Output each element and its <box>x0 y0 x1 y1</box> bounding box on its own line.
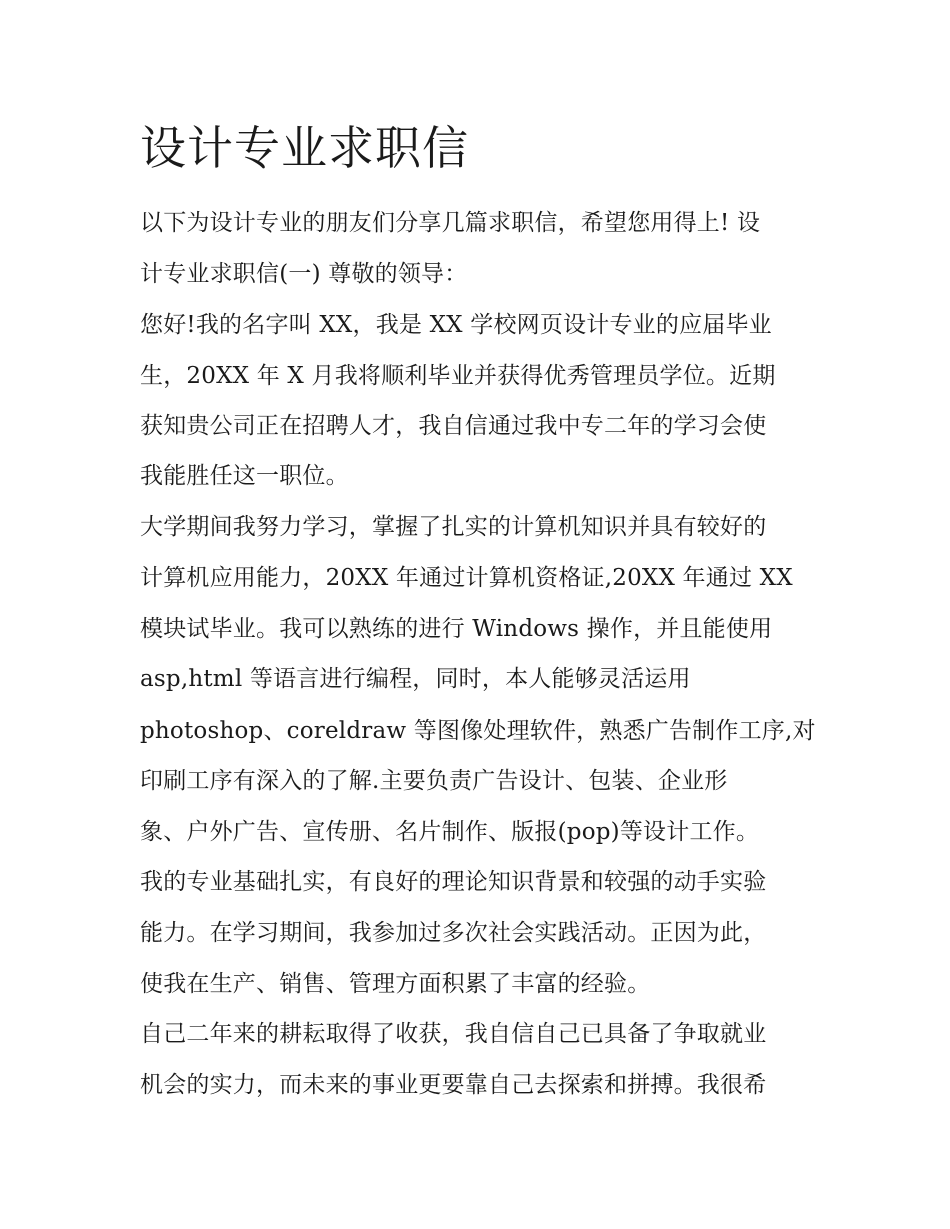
text-line: 象、户外广告、宣传册、名片制作、版报(pop)等设计工作。 <box>140 819 760 845</box>
text-line: 使我在生产、销售、管理方面积累了丰富的经验。 <box>140 971 651 997</box>
text-line: 我的专业基础扎实，有良好的理论知识背景和较强的动手实验 <box>140 869 767 895</box>
text-line: 以下为设计专业的朋友们分享几篇求职信，希望您用得上! 设 <box>140 210 761 236</box>
text-line: 能力。在学习期间，我参加过多次社会实践活动。正因为此， <box>140 920 767 946</box>
text-line: asp,html 等语言进行编程，同时，本人能够灵活运用 <box>140 666 691 692</box>
text-line: 生，20XX 年 X 月我将顺利毕业并获得优秀管理员学位。近期 <box>140 363 776 389</box>
text-line: 我能胜任这一职位。 <box>140 463 349 489</box>
text-line: 您好!我的名字叫 XX，我是 XX 学校网页设计专业的应届毕业 <box>140 312 772 338</box>
text-line: 计算机应用能力，20XX 年通过计算机资格证,20XX 年通过 XX <box>140 565 793 591</box>
text-line: 获知贵公司正在招聘人才，我自信通过我中专二年的学习会使 <box>140 413 767 439</box>
text-line: 计专业求职信(一) 尊敬的领导： <box>140 261 468 287</box>
text-line: 印刷工序有深入的了解.主要负责广告设计、包装、企业形 <box>140 768 728 794</box>
text-line: 自己二年来的耕耘取得了收获，我自信自己已具备了争取就业 <box>140 1021 767 1047</box>
text-line: photoshop、coreldraw 等图像处理软件，熟悉广告制作工序,对 <box>140 718 816 744</box>
document-title: 设计专业求职信 <box>140 121 469 175</box>
text-line: 模块试毕业。我可以熟练的进行 Windows 操作，并且能使用 <box>140 616 773 642</box>
text-line: 大学期间我努力学习，掌握了扎实的计算机知识并具有较好的 <box>140 514 767 540</box>
text-line: 机会的实力，而未来的事业更要靠自己去探索和拼搏。我很希 <box>140 1072 767 1098</box>
